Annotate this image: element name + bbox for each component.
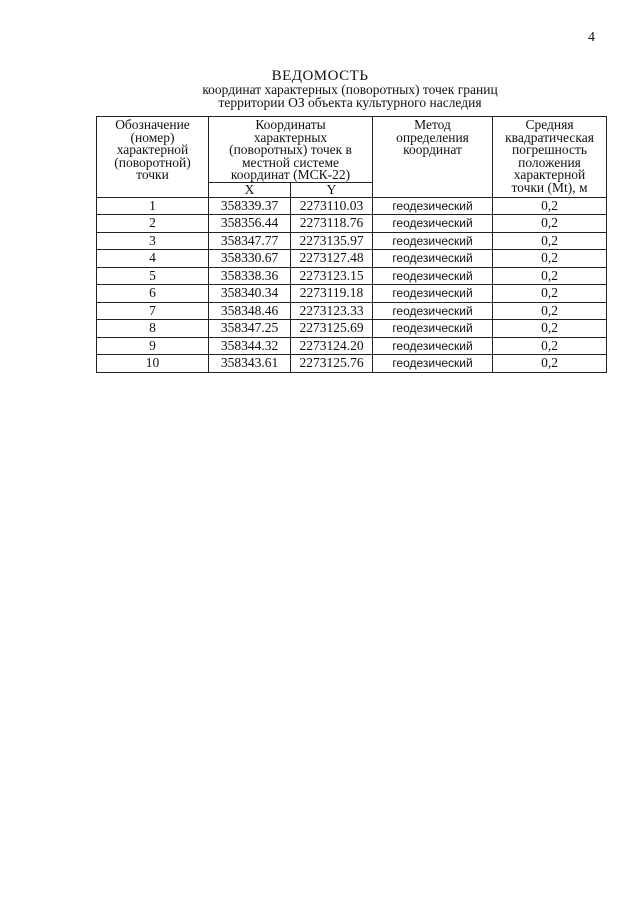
x-coordinate-cell: 358338.36 [209,267,291,285]
y-coordinate-cell: 2273127.48 [291,250,373,268]
table-row [97,285,607,303]
document-header [0,70,640,109]
header-mean-square-error: Средняя квадратическая погрешность положения характерной точки (Mt), м [493,117,607,198]
y-coordinate-cell: 2273125.69 [291,320,373,338]
y-coordinate-cell: 2273124.20 [291,337,373,355]
table-row [97,250,607,268]
error-cell: 0,2 [493,215,607,233]
point-number-cell: 8 [97,320,209,338]
x-coordinate-cell: 358340.34 [209,285,291,303]
y-coordinate-cell: 2273135.97 [291,232,373,250]
table-row [97,197,607,215]
y-coordinate-cell: 2273123.15 [291,267,373,285]
document-subtitle-line-2: территории ОЗ объекта культурного наследия [218,95,482,110]
x-coordinate-cell: 358343.61 [209,355,291,373]
y-coordinate-cell: 2273123.33 [291,302,373,320]
header-method: Метод определения координат [373,117,493,198]
point-number-cell: 3 [97,232,209,250]
x-coordinate-cell: 358344.32 [209,337,291,355]
method-cell: геодезический [373,320,493,338]
error-cell: 0,2 [493,197,607,215]
table-row [97,302,607,320]
table-row [97,267,607,285]
y-coordinate-cell: 2273119.18 [291,285,373,303]
error-cell: 0,2 [493,232,607,250]
page-number: 4 [588,30,595,45]
method-cell: геодезический [373,232,493,250]
method-cell: геодезический [373,215,493,233]
method-cell: геодезический [373,337,493,355]
method-cell: геодезический [373,250,493,268]
point-number-cell: 1 [97,197,209,215]
document-title: ВЕДОМОСТЬ [271,68,369,84]
method-cell: геодезический [373,197,493,215]
point-number-cell: 4 [97,250,209,268]
y-coordinate-cell: 2273118.76 [291,215,373,233]
x-coordinate-cell: 358348.46 [209,302,291,320]
table-row [97,355,607,373]
header-x: X [209,182,291,197]
header-coordinates: Координаты характерных (поворотных) точек в местной системе координат (МСК-22) [209,117,373,183]
x-coordinate-cell: 358339.37 [209,197,291,215]
x-coordinate-cell: 358330.67 [209,250,291,268]
point-number-cell: 10 [97,355,209,373]
error-cell: 0,2 [493,355,607,373]
error-cell: 0,2 [493,285,607,303]
method-cell: геодезический [373,302,493,320]
method-cell: геодезический [373,285,493,303]
y-coordinate-cell: 2273125.76 [291,355,373,373]
document-subtitle-line-1: координат характерных (поворотных) точек границ [202,82,498,97]
error-cell: 0,2 [493,320,607,338]
x-coordinate-cell: 358347.77 [209,232,291,250]
error-cell: 0,2 [493,337,607,355]
table-row [97,337,607,355]
header-point-number: Обозначение (номер) характерной (поворотной) точки [97,117,209,198]
point-number-cell: 9 [97,337,209,355]
point-number-cell: 6 [97,285,209,303]
table-row [97,215,607,233]
point-number-cell: 2 [97,215,209,233]
coordinates-table [96,116,607,373]
table-row [97,320,607,338]
method-cell: геодезический [373,355,493,373]
y-coordinate-cell: 2273110.03 [291,197,373,215]
table-row [97,232,607,250]
header-y: Y [291,182,373,197]
point-number-cell: 5 [97,267,209,285]
x-coordinate-cell: 358356.44 [209,215,291,233]
x-coordinate-cell: 358347.25 [209,320,291,338]
error-cell: 0,2 [493,250,607,268]
point-number-cell: 7 [97,302,209,320]
error-cell: 0,2 [493,267,607,285]
method-cell: геодезический [373,267,493,285]
error-cell: 0,2 [493,302,607,320]
